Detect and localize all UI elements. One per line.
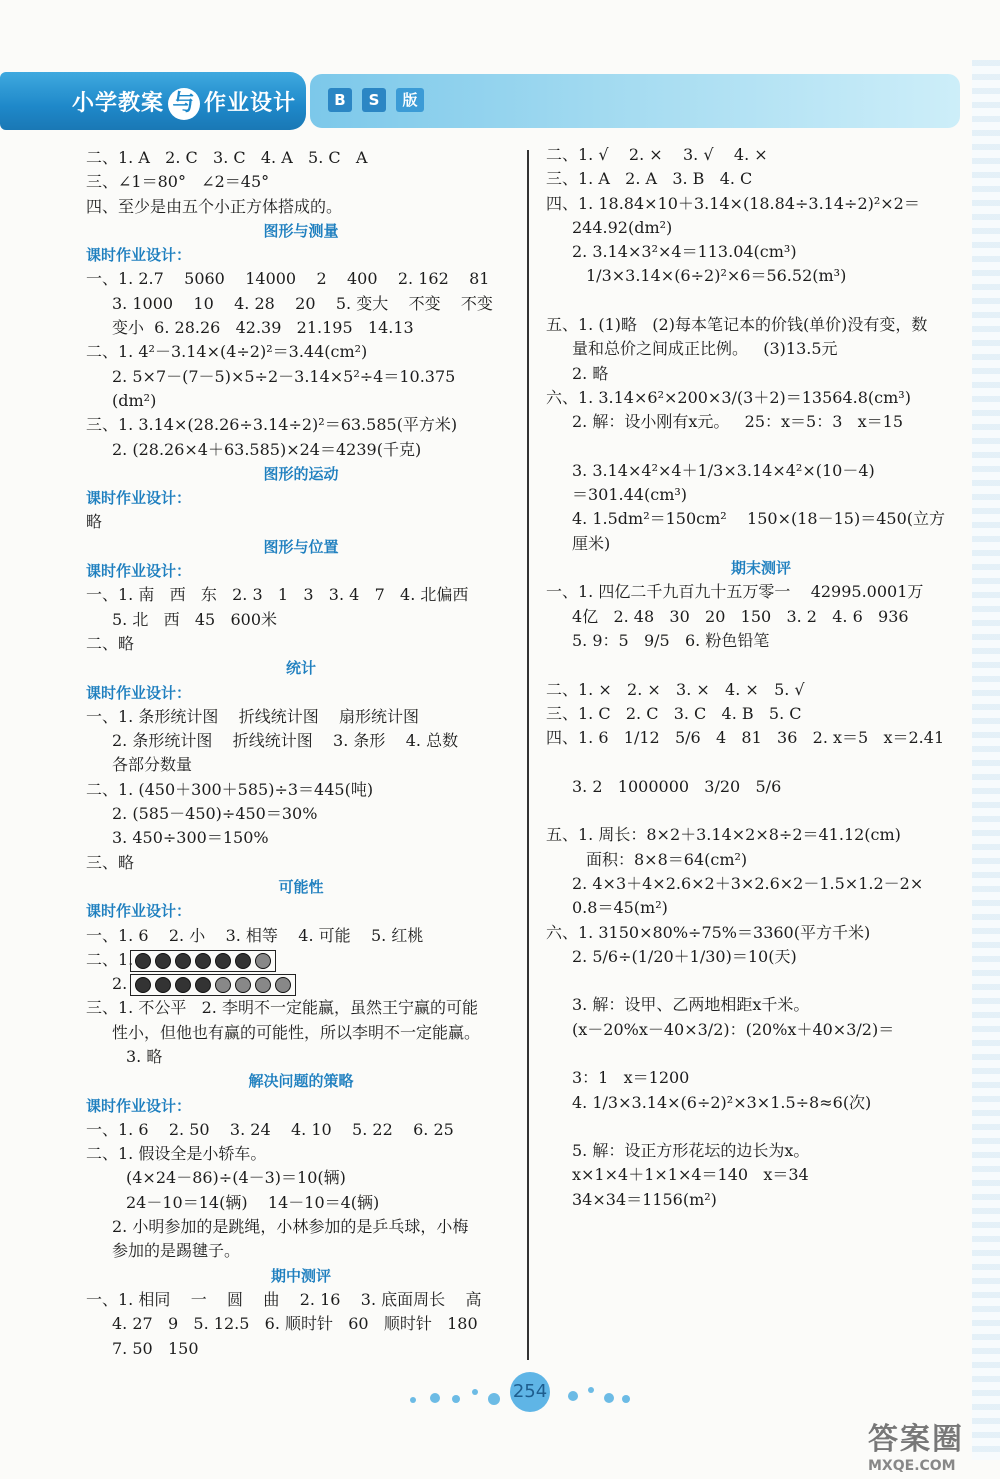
answer-line: 略 — [86, 512, 103, 532]
subsection-label: 课时作业设计： — [86, 902, 192, 921]
answer-line: 二、1. 4²－3.14×(4÷2)²＝3.44(cm²) — [86, 342, 368, 362]
answer-line: 三、∠1＝80° ∠2＝45° — [86, 172, 270, 192]
black-bead — [155, 953, 171, 969]
answer-line — [546, 1042, 976, 1066]
subsection-label: 课时作业设计： — [86, 562, 192, 581]
answer-line: (dm²) — [112, 390, 157, 410]
answer-line: 三、1. C 2. C 3. C 4. B 5. C — [546, 703, 802, 723]
answer-line: 1/3×3.14×(6÷2)²×6＝56.52(m³) — [586, 266, 847, 286]
grey-bead — [235, 977, 251, 993]
answer-line: 7. 50 150 — [112, 1338, 199, 1358]
edition-letter-s: S — [362, 88, 386, 112]
answer-line: 一、1. 相同 一 圆 曲 2. 16 3. 底面周长 高 — [86, 1289, 482, 1309]
bead-row-1 — [130, 950, 276, 972]
answer-line: 2. 5×7－(7－5)×5÷2－3.14×5²÷4＝10.375 — [112, 366, 456, 386]
answer-line: 二、1. √ 2. × 3. √ 4. × — [546, 145, 768, 164]
section-title: 期中测评 — [270, 1266, 331, 1285]
black-bead — [135, 953, 151, 969]
answer-line: 244.92(dm²) — [572, 217, 673, 237]
answer-line: 三、1. A 2. A 3. B 4. C — [546, 169, 753, 189]
answer-line: 二、略 — [86, 633, 135, 653]
answer-line — [546, 289, 976, 313]
answer-line: 2. (28.26×4＋63.585)×24＝4239(千克) — [112, 439, 422, 459]
answer-line: 四、1. 18.84×10＋3.14×(18.84÷3.14÷2)²×2＝ — [546, 193, 920, 213]
answer-line: 5. 解：设正方形花坛的边长为x。 — [572, 1141, 810, 1161]
answer-line: (4×24－86)÷(4－3)＝10(辆) — [126, 1168, 346, 1188]
site-watermark-logo — [868, 1414, 996, 1474]
right-answer-column — [546, 143, 976, 1212]
watermark-bottom-text: MXQE.COM — [868, 1458, 956, 1474]
brand-title-b: 作业设计 — [204, 91, 297, 116]
black-bead — [135, 977, 151, 993]
answer-line: 3. 2 1000000 3/20 5/6 — [572, 776, 782, 796]
answer-line: 2. 小明参加的是跳绳，小林参加的是乒乓球，小梅 — [112, 1217, 469, 1237]
section-title: 图形与测量 — [263, 221, 339, 240]
answer-line: 0.8＝45(m²) — [572, 898, 668, 918]
answer-line: 参加的是踢毽子。 — [112, 1241, 241, 1261]
answer-line: 5. 北 西 45 600米 — [112, 609, 278, 629]
answer-line — [546, 1115, 976, 1139]
answer-line: 三、1. 不公平 2. 李明不一定能赢，虽然王宁赢的可能 — [86, 998, 478, 1018]
answer-line: 二、1. (450＋300＋585)÷3＝445(吨) — [86, 779, 374, 799]
grey-bead — [255, 953, 271, 969]
section-title: 图形与位置 — [263, 537, 339, 556]
answer-line: 4亿 2. 48 30 20 150 3. 2 4. 6 936 — [572, 606, 909, 626]
answer-line: 一、1. 条形统计图 折线统计图 扇形统计图 — [86, 706, 420, 726]
answer-line: 2. 略 — [572, 363, 609, 383]
answer-line — [546, 969, 976, 993]
answer-line — [546, 653, 976, 677]
answer-line: 3：1 x＝1200 — [572, 1068, 690, 1088]
left-answer-column — [86, 146, 516, 1361]
answer-line: 2. 5/6÷(1/20＋1/30)＝10(天) — [572, 946, 797, 966]
answer-line: 24－10＝14(辆) 14－10＝4(辆) — [126, 1192, 380, 1212]
answer-line: 六、1. 3150×80%÷75%＝3360(平方千米) — [546, 922, 871, 942]
grey-bead — [255, 977, 271, 993]
answer-line: 二、1. × 2. × 3. × 4. × 5. √ — [546, 679, 805, 699]
edition-letter-b: B — [328, 88, 352, 112]
watermark-top-text: 答案圈 — [868, 1422, 964, 1457]
section-title: 图形的运动 — [263, 464, 339, 483]
brand-amp: 与 — [168, 88, 200, 120]
answer-line: 4. 27 9 5. 12.5 6. 顺时针 60 顺时针 180 — [112, 1314, 478, 1334]
answer-line: 3. 略 — [126, 1046, 163, 1066]
answer-line: 3. 解：设甲、乙两地相距x千米。 — [572, 995, 810, 1015]
subsection-label: 课时作业设计： — [86, 246, 192, 265]
edition-badge — [328, 88, 424, 112]
answer-line: (x－20%x－40×3/2)：(20%x＋40×3/2)＝ — [572, 1019, 895, 1039]
subsection-label: 课时作业设计： — [86, 683, 192, 702]
grey-bead — [215, 977, 231, 993]
answer-line: 变小 6. 28.26 42.39 21.195 14.13 — [112, 318, 414, 338]
answer-line: 二、1. 假设全是小轿车。 — [86, 1144, 267, 1164]
answer-line: 性小，但他也有赢的可能性，所以李明不一定能赢。 — [112, 1022, 481, 1042]
answer-line: 二、1. A 2. C 3. C 4. A 5. C A — [86, 148, 368, 167]
answer-line: 2. — [112, 974, 128, 994]
section-title: 可能性 — [278, 877, 324, 896]
answer-line — [546, 750, 976, 774]
answer-line: 一、1. 四亿二千九百九十五万零一 42995.0001万 — [546, 582, 924, 602]
answer-line: 五、1. (1)略 (2)每本笔记本的价钱(单价)没有变，数 — [546, 315, 928, 335]
answer-line: 四、1. 6 1/12 5/6 4 81 36 2. x＝5 x＝2.41 — [546, 728, 945, 748]
answer-line — [546, 799, 976, 823]
answer-line: 2. 条形统计图 折线统计图 3. 条形 4. 总数 — [112, 731, 459, 751]
answer-line: x×1×4＋1×1×4＝140 x＝34 — [572, 1165, 809, 1185]
answer-line: 六、1. 3.14×6²×200×3/(3＋2)＝13564.8(cm³) — [546, 387, 911, 407]
answer-line: 3. 1000 10 4. 28 20 5. 变大 不变 不变 — [112, 293, 493, 313]
answer-line: ＝301.44(cm³) — [572, 485, 688, 505]
answer-line: 5. 9：5 9/5 6. 粉色铅笔 — [572, 630, 770, 650]
answer-line: 三、1. 3.14×(28.26÷3.14÷2)²＝63.585(平方米) — [86, 415, 458, 435]
brand-plate — [0, 72, 306, 130]
page-number: 254 — [510, 1372, 550, 1412]
section-title: 统计 — [285, 659, 316, 678]
answer-line: 各部分数量 — [112, 755, 193, 775]
subsection-label: 课时作业设计： — [86, 1096, 192, 1115]
bead-row-2 — [130, 974, 296, 996]
black-bead — [235, 953, 251, 969]
answer-line: 2. 解：设小刚有x元。 25：x＝5：3 x＝15 — [572, 412, 904, 432]
answer-line: 4. 1/3×3.14×(6÷2)²×3×1.5÷8≈6(次) — [572, 1092, 872, 1112]
answer-line: 四、至少是由五个小正方体搭成的。 — [86, 196, 343, 216]
page-edge-decoration — [972, 60, 1000, 1460]
subsection-label: 课时作业设计： — [86, 489, 192, 508]
column-divider — [527, 150, 529, 1360]
black-bead — [155, 977, 171, 993]
edition-word: 版 — [396, 88, 424, 112]
answer-line: 面积：8×8＝64(cm²) — [586, 849, 748, 869]
black-bead — [175, 953, 191, 969]
answer-line: 二、1. — [86, 949, 134, 969]
section-title: 解决问题的策略 — [248, 1072, 354, 1091]
header-banner — [0, 72, 960, 130]
answer-line: 2. 4×3＋4×2.6×2＋3×2.6×2－1.5×1.2－2× — [572, 873, 924, 893]
black-bead — [195, 953, 211, 969]
answer-line: 一、1. 南 西 东 2. 3 1 3 3. 4 7 4. 北偏西 — [86, 585, 469, 605]
answer-line: 一、1. 2.7 5060 14000 2 400 2. 162 81 — [86, 269, 490, 289]
answer-line: 2. 3.14×3²×4＝113.04(cm³) — [572, 242, 797, 262]
black-bead — [175, 977, 191, 993]
answer-line: 4. 1.5dm²＝150cm² 150×(18－15)＝450(立方 — [572, 509, 945, 529]
answer-line: 五、1. 周长：8×2＋3.14×2×8÷2＝41.12(cm) — [546, 825, 901, 845]
answer-line: 3. 450÷300＝150% — [112, 828, 269, 848]
brand-title-a: 小学教案 — [72, 91, 165, 116]
answer-line: 34×34＝1156(m²) — [572, 1189, 717, 1209]
black-bead — [215, 953, 231, 969]
answer-line: 3. 3.14×4²×4＋1/3×3.14×4²×(10－4) — [572, 460, 875, 480]
answer-line: 三、略 — [86, 852, 135, 872]
answer-line: 厘米) — [572, 533, 611, 553]
answer-line: 一、1. 6 2. 50 3. 24 4. 10 5. 22 6. 25 — [86, 1119, 454, 1139]
section-title: 期末测评 — [730, 559, 791, 578]
answer-line: 一、1. 6 2. 小 3. 相等 4. 可能 5. 红桃 — [86, 925, 424, 945]
black-bead — [195, 977, 211, 993]
answer-line: 量和总价之间成正比例。 (3)13.5元 — [572, 339, 838, 359]
answer-line: 2. (585－450)÷450＝30% — [112, 804, 318, 824]
brand-title — [72, 86, 296, 120]
answer-line — [546, 435, 976, 459]
grey-bead — [275, 977, 291, 993]
